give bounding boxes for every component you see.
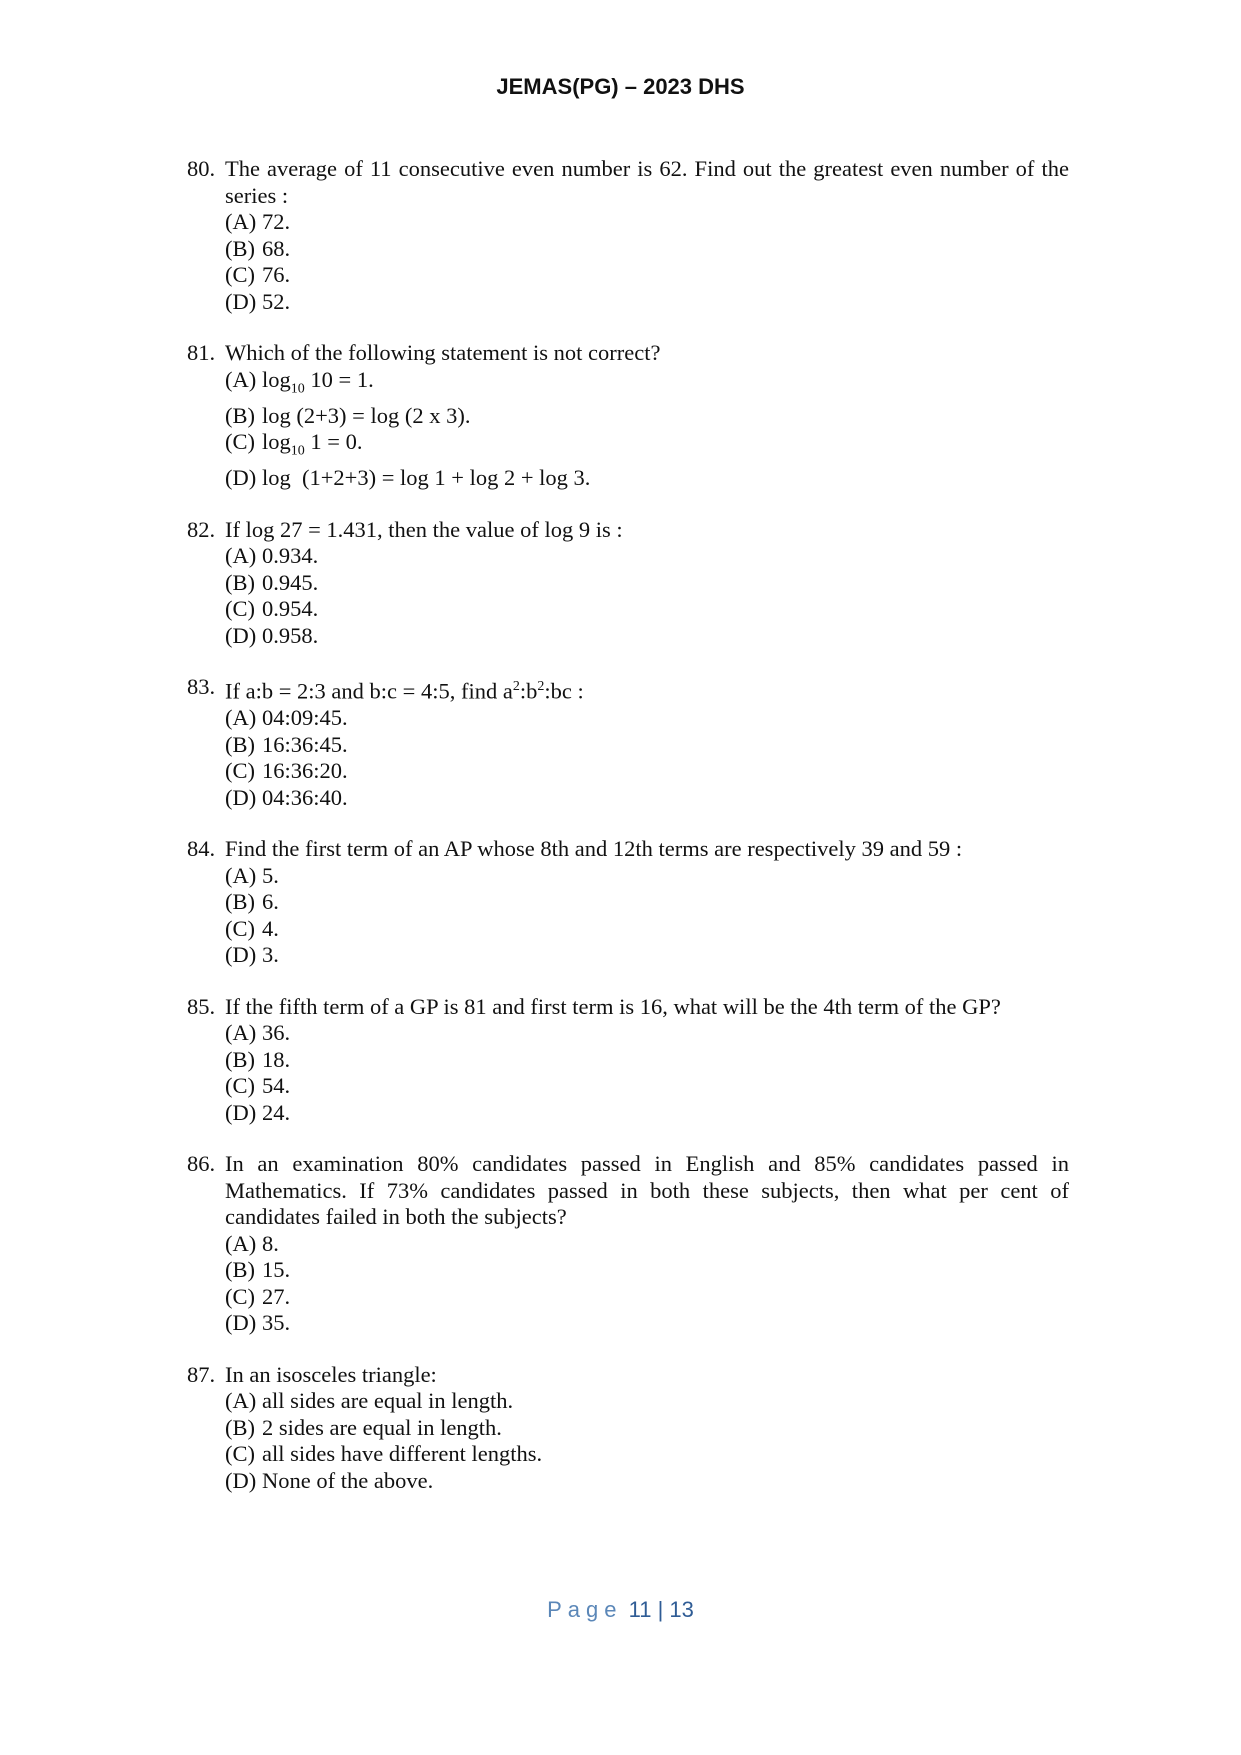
option-text: 0.958. bbox=[262, 622, 319, 648]
question-stem: The average of 11 consecutive even number is 62. Find out the greatest even number of the series : bbox=[225, 156, 1069, 208]
option-c bbox=[225, 429, 1069, 465]
option-b bbox=[225, 570, 1069, 597]
option-d bbox=[225, 465, 1069, 492]
option-text: 0.934. bbox=[262, 543, 319, 568]
option-label: (B) bbox=[225, 569, 255, 595]
option-text: None of the above. bbox=[262, 1467, 434, 1493]
option-d bbox=[225, 623, 1069, 650]
page-separator: | bbox=[657, 1597, 664, 1622]
option-label: (B) bbox=[225, 1046, 255, 1072]
question-stem: If the fifth term of a GP is 81 and first term is 16, what will be the 4th term of the GP? bbox=[225, 993, 1001, 1019]
option-label: (D) bbox=[225, 1099, 257, 1125]
option-text: all sides are equal in length. bbox=[262, 1388, 514, 1413]
option-label: (C) bbox=[225, 915, 255, 941]
option-label: (C) bbox=[225, 429, 255, 454]
option-a bbox=[225, 209, 1069, 236]
option-text: 16:36:45. bbox=[262, 731, 348, 757]
option-label: (C) bbox=[225, 1283, 255, 1309]
option-d bbox=[225, 785, 1069, 812]
total-page-count: 13 bbox=[669, 1597, 694, 1622]
option-a bbox=[225, 1020, 1069, 1047]
option-text: $\log_{10} 1 = 0$. bbox=[262, 429, 363, 459]
option-text: 16:36:20. bbox=[262, 758, 348, 783]
option-label: (C) bbox=[225, 262, 255, 287]
question-stem: In an isosceles triangle: bbox=[225, 1361, 437, 1387]
option-label: (C) bbox=[225, 596, 255, 621]
question-85 bbox=[187, 994, 1069, 1127]
option-label: (C) bbox=[225, 1073, 255, 1098]
option-label: (B) bbox=[225, 402, 255, 428]
page-header: JEMAS(PG) – 2023 DHS bbox=[496, 74, 745, 99]
option-d bbox=[225, 1100, 1069, 1127]
option-a bbox=[225, 863, 1069, 890]
option-text: 3. bbox=[262, 942, 279, 967]
option-text: 8. bbox=[262, 1230, 279, 1256]
option-c bbox=[225, 1073, 1069, 1100]
option-text: 0.954. bbox=[262, 596, 319, 621]
option-d bbox=[225, 289, 1069, 316]
option-label: (A) bbox=[225, 543, 257, 568]
option-a bbox=[225, 705, 1069, 732]
option-text: 4. bbox=[262, 915, 279, 941]
option-label: (B) bbox=[225, 889, 255, 914]
question-number: 85. bbox=[187, 993, 216, 1019]
option-d bbox=[225, 1468, 1069, 1495]
option-label: (A) bbox=[225, 705, 257, 730]
option-text: 04:36:40. bbox=[262, 784, 348, 810]
option-label: (D) bbox=[225, 1310, 257, 1335]
option-text: 0.945. bbox=[262, 569, 319, 595]
option-c bbox=[225, 596, 1069, 623]
option-a bbox=[225, 543, 1069, 570]
option-label: (D) bbox=[225, 465, 257, 490]
option-label: (D) bbox=[225, 942, 257, 967]
question-number: 83. bbox=[187, 674, 216, 699]
option-text: 72. bbox=[262, 209, 291, 234]
question-86 bbox=[187, 1151, 1069, 1337]
question-number: 81. bbox=[187, 340, 216, 365]
option-b bbox=[225, 236, 1069, 263]
option-label: (A) bbox=[225, 1020, 257, 1045]
option-text: 6. bbox=[262, 889, 279, 914]
option-text: 68. bbox=[262, 235, 291, 261]
question-list bbox=[187, 156, 1069, 1519]
question-82 bbox=[187, 517, 1069, 650]
option-label: (B) bbox=[225, 1257, 255, 1282]
question-stem: If a:b = 2:3 and b:c = 4:5, find $a^2:b^2:bc$ : bbox=[225, 678, 584, 704]
question-number: 82. bbox=[187, 516, 216, 542]
option-label: (D) bbox=[225, 784, 257, 810]
option-label: (A) bbox=[225, 862, 257, 888]
question-81 bbox=[187, 340, 1069, 492]
page-footer bbox=[0, 1597, 1241, 1623]
option-b bbox=[225, 732, 1069, 759]
option-label: (A) bbox=[225, 209, 257, 234]
option-label: (B) bbox=[225, 731, 255, 757]
option-label: (A) bbox=[225, 1388, 257, 1413]
option-label: (B) bbox=[225, 1414, 255, 1440]
option-text: 52. bbox=[262, 288, 291, 314]
question-84 bbox=[187, 836, 1069, 969]
option-text: 35. bbox=[262, 1310, 291, 1335]
option-b bbox=[225, 403, 1069, 430]
page-word: Page bbox=[547, 1597, 623, 1622]
question-83 bbox=[187, 674, 1069, 811]
option-text: log (1+2+3) = log 1 + log 2 + log 3. bbox=[262, 465, 591, 490]
option-b bbox=[225, 1415, 1069, 1442]
option-c bbox=[225, 262, 1069, 289]
question-number: 87. bbox=[187, 1361, 216, 1387]
option-a bbox=[225, 1388, 1069, 1415]
question-number: 84. bbox=[187, 836, 216, 861]
question-87 bbox=[187, 1362, 1069, 1495]
option-b bbox=[225, 889, 1069, 916]
question-80 bbox=[187, 156, 1069, 315]
option-label: (D) bbox=[225, 1467, 257, 1493]
question-stem: In an examination 80% candidates passed in English and 85% candidates passed in Mathematics. If 73% candidates passed in both these subjects, then what per cent of candidates failed in both the subjects? bbox=[225, 1151, 1069, 1229]
option-label: (D) bbox=[225, 288, 257, 314]
option-text: 27. bbox=[262, 1283, 291, 1309]
option-c bbox=[225, 1284, 1069, 1311]
option-text: $\log_{10} 10 = 1$. bbox=[262, 366, 374, 396]
option-c bbox=[225, 1441, 1069, 1468]
current-page-number: 11 bbox=[628, 1597, 652, 1622]
option-b bbox=[225, 1257, 1069, 1284]
option-text: 54. bbox=[262, 1073, 291, 1098]
option-text: 36. bbox=[262, 1020, 291, 1045]
option-text: 04:09:45. bbox=[262, 705, 348, 730]
option-a bbox=[225, 367, 1069, 403]
option-label: (A) bbox=[225, 1230, 257, 1256]
option-text: 76. bbox=[262, 262, 291, 287]
option-label: (B) bbox=[225, 235, 255, 261]
question-stem: If log 27 = 1.431, then the value of log 9 is : bbox=[225, 516, 623, 542]
option-text: all sides have different lengths. bbox=[262, 1441, 543, 1466]
option-text: 18. bbox=[262, 1046, 291, 1072]
option-d bbox=[225, 1310, 1069, 1337]
option-label: (A) bbox=[225, 366, 257, 392]
option-c bbox=[225, 916, 1069, 943]
option-text: 24. bbox=[262, 1099, 291, 1125]
question-stem: Which of the following statement is not correct? bbox=[225, 340, 661, 365]
option-label: (C) bbox=[225, 758, 255, 783]
option-d bbox=[225, 942, 1069, 969]
question-number: 80. bbox=[187, 156, 216, 181]
option-text: 2 sides are equal in length. bbox=[262, 1414, 502, 1440]
option-c bbox=[225, 758, 1069, 785]
option-text: 5. bbox=[262, 862, 279, 888]
option-label: (C) bbox=[225, 1441, 255, 1466]
option-text: 15. bbox=[262, 1257, 291, 1282]
option-label: (D) bbox=[225, 622, 257, 648]
option-b bbox=[225, 1047, 1069, 1074]
question-stem: Find the first term of an AP whose 8th and 12th terms are respectively 39 and 59 : bbox=[225, 836, 963, 861]
option-a bbox=[225, 1231, 1069, 1258]
option-text: log (2+3) = log (2 x 3). bbox=[262, 402, 471, 428]
question-number: 86. bbox=[187, 1151, 216, 1176]
